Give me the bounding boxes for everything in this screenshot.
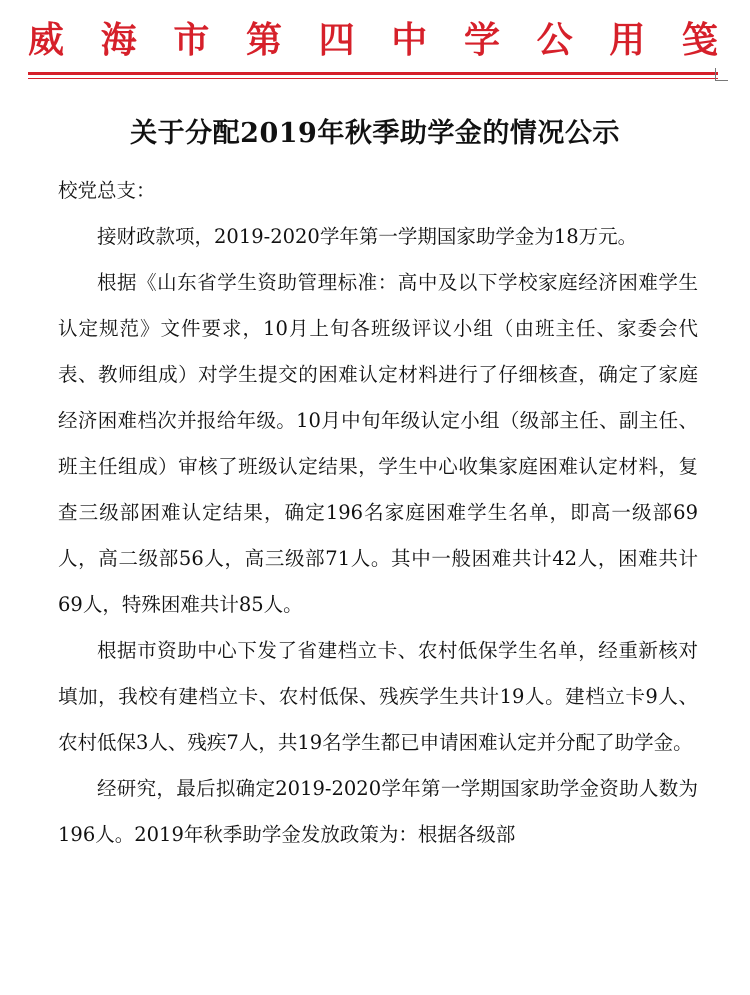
salutation: 校党总支：: [58, 179, 156, 202]
letterhead-rule-thin: [28, 78, 718, 79]
letterhead-char: 市: [173, 19, 210, 61]
letterhead-char: 笺: [681, 19, 718, 61]
letterhead-char: 海: [100, 19, 137, 61]
paragraph: 根据《山东省学生资助管理标准：高中及以下学校家庭经济困难学生认定规范》文件要求，10月上旬各班级评议小组（由班主任、家委会代表、教师组成）对学生提交的困难认定材料进行了仔细核查，确定了家庭经济困难档次并报给年级。10月中旬年级认定小组（级部主任、副主任、班主任组成）审核了班级认定结果，学生中心收集家庭困难认定材料，复查三级部困难认定结果，确定196名家庭困难学生名单，即高一级部69人，高二级部56人，高三级部71人。其中一般困难共计42人，困难共计69人，特殊困难共计85人。: [58, 271, 698, 616]
letterhead-char: 第: [245, 19, 282, 61]
letterhead: [28, 14, 718, 66]
document-title: 关于分配2019年秋季助学金的情况公示: [130, 118, 620, 149]
paragraph: 接财政款项，2019-2020学年第一学期国家助学金为18万元。: [97, 225, 638, 248]
letterhead-rule-thick: [28, 72, 718, 75]
letterhead-char: 四: [318, 19, 355, 61]
letterhead-char: 威: [28, 19, 65, 61]
letterhead-char: 用: [609, 19, 646, 61]
margin-corner-mark: [715, 68, 728, 81]
paragraph: 经研究，最后拟确定2019-2020学年第一学期国家助学金资助人数为196人。2019年秋季助学金发放政策为：根据各级部: [58, 777, 698, 846]
letterhead-char: 学: [463, 19, 500, 61]
paragraph: 根据市资助中心下发了省建档立卡、农村低保学生名单，经重新核对填加，我校有建档立卡、农村低保、残疾学生共计19人。建档立卡9人、农村低保3人、残疾7人，共19名学生都已申请困难认定并分配了助学金。: [58, 639, 698, 754]
letterhead-char: 中: [391, 19, 428, 61]
document-body: [58, 168, 698, 858]
letterhead-char: 公: [536, 19, 573, 61]
